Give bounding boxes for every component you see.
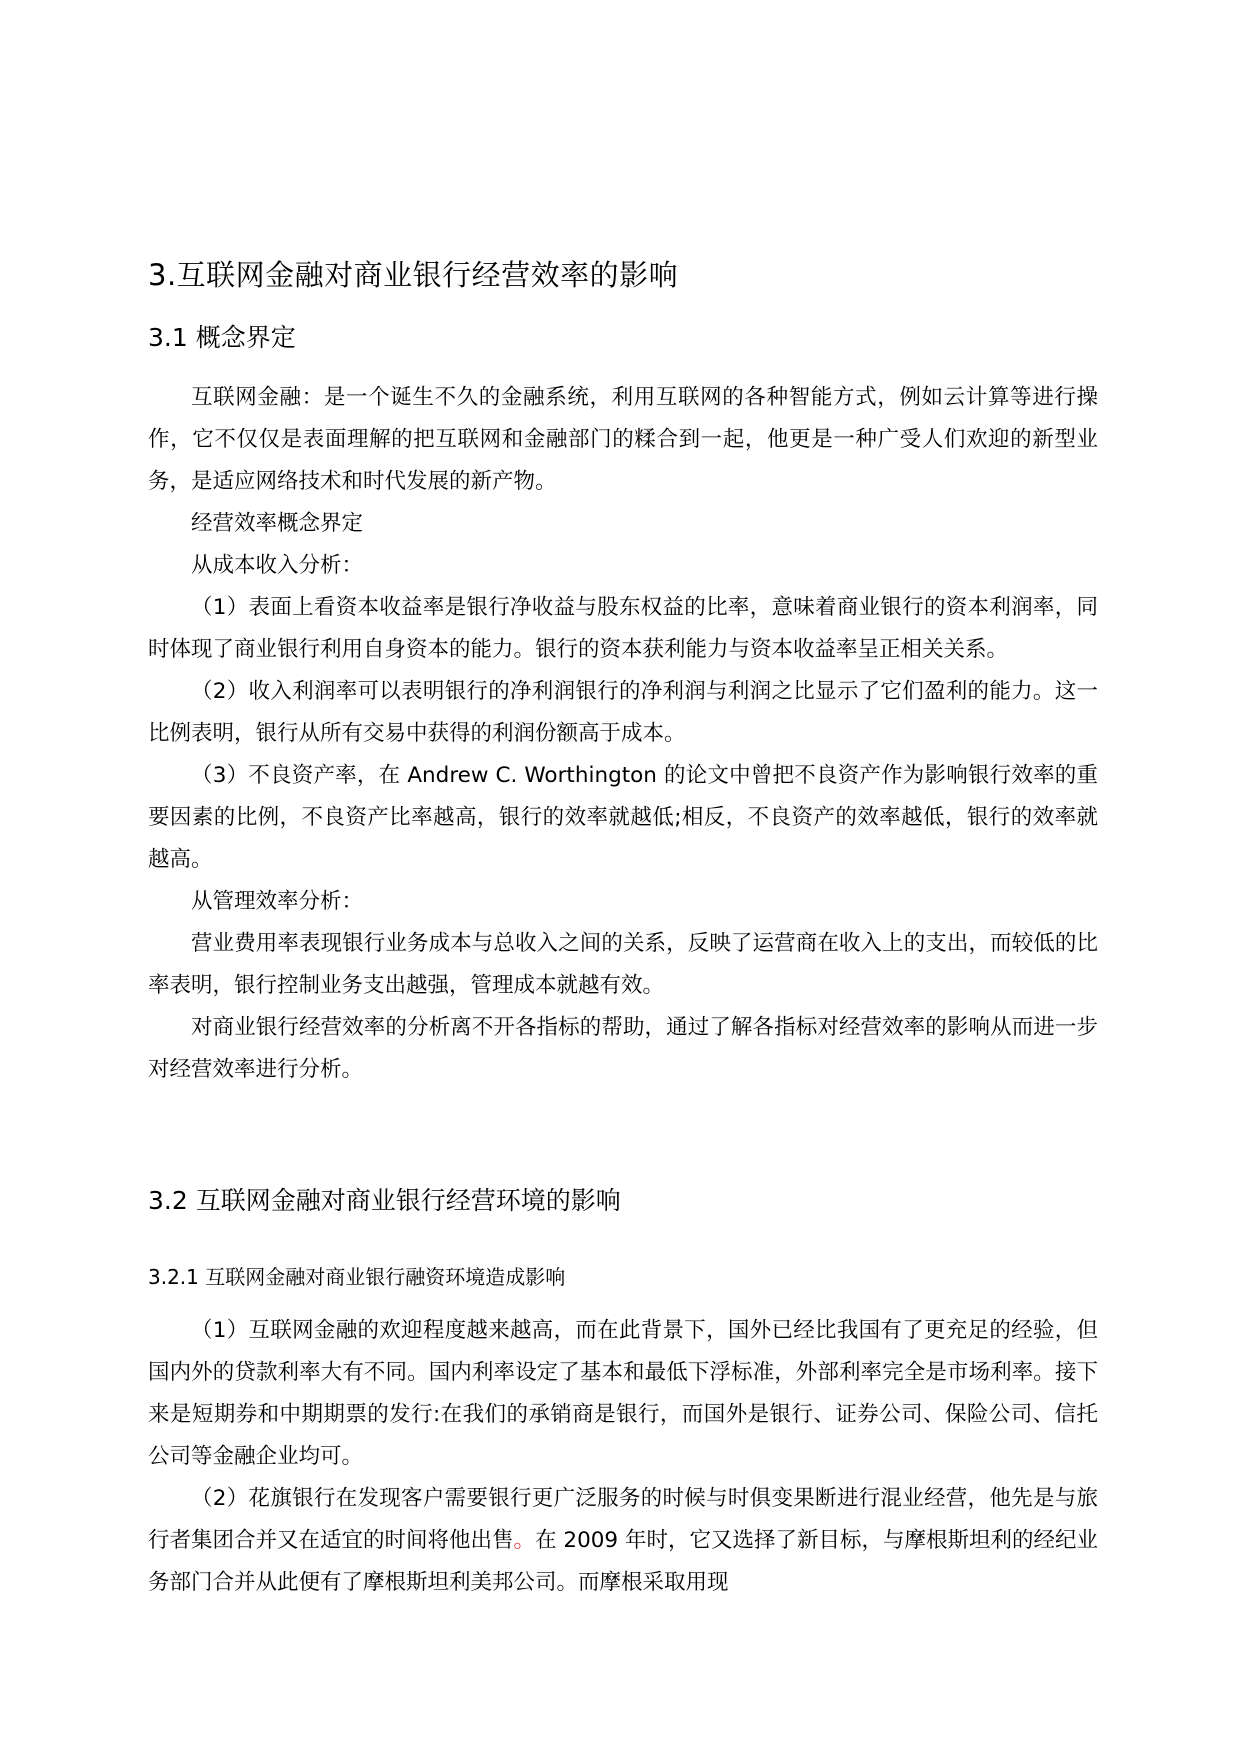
subsection-heading-3-2-1: 3.2.1 互联网金融对商业银行融资环境造成影响	[148, 1265, 566, 1289]
paragraph-financing-item-1: （1）互联网金融的欢迎程度越来越高，而在此背景下，国外已经比我国有了更充足的经验，但国内外的贷款利率大有不同。国内利率设定了基本和最低下浮标准，外部利率完全是市场利率。接下来是短期券和中期期票的发行:在我们的承销商是银行，而国外是银行、证券公司、保险公司、信托公司等金融企业均可。	[148, 1318, 1098, 1469]
section-heading-3-2: 3.2 互联网金融对商业银行经营环境的影响	[148, 1186, 621, 1215]
paragraph-citibank-part-a: （2）花旗银行在发现客户需要银行更广泛服务的时候与时俱变果断进行混业经营，他先是与旅行者集团合并又在适宜的时间将他出售	[148, 1486, 1098, 1553]
red-period-mark: 。	[513, 1528, 536, 1553]
chapter-heading: 3.互联网金融对商业银行经营效率的影响	[148, 258, 679, 292]
paragraph-item-2-profit-margin: （2）收入利润率可以表明银行的净利润银行的净利润与利润之比显示了它们盈利的能力。这一比例表明，银行从所有交易中获得的利润份额高于成本。	[148, 679, 1098, 746]
paragraph-efficiency-definition-label: 经营效率概念界定	[191, 511, 364, 536]
paragraph-item-3-npl-ratio: （3）不良资产率，在 Andrew C. Worthington 的论文中曾把不良资产作为影响银行效率的重要因素的比例，不良资产比率越高，银行的效率就越低;相反，不良资产的效率越低，银行的效率就越高。	[148, 763, 1098, 872]
paragraph-cost-income-label: 从成本收入分析：	[191, 553, 364, 578]
paragraph-citibank-part-b: 在 2009 年时，它又选择了新目标，与摩根斯坦利的经纪业务部门合并从此便有了摩根斯坦利美邦公司。而摩根采取用现	[148, 1528, 1098, 1595]
subsection-3-2-1-body	[148, 1310, 1098, 1604]
section-3-1-body	[148, 377, 1098, 1091]
paragraph-internet-finance-definition: 互联网金融：是一个诞生不久的金融系统，利用互联网的各种智能方式，例如云计算等进行操作，它不仅仅是表面理解的把互联网和金融部门的糅合到一起，他更是一种广受人们欢迎的新型业务，是适应网络技术和时代发展的新产物。	[148, 385, 1098, 494]
paragraph-management-efficiency-label: 从管理效率分析：	[191, 889, 364, 914]
section-heading-3-1: 3.1 概念界定	[148, 323, 296, 352]
paragraph-efficiency-analysis-summary: 对商业银行经营效率的分析离不开各指标的帮助，通过了解各指标对经营效率的影响从而进一步对经营效率进行分析。	[148, 1015, 1098, 1082]
paragraph-item-1-roe: （1）表面上看资本收益率是银行净收益与股东权益的比率，意味着商业银行的资本利润率，同时体现了商业银行利用自身资本的能力。银行的资本获利能力与资本收益率呈正相关关系。	[148, 595, 1098, 662]
paragraph-operating-expense-ratio: 营业费用率表现银行业务成本与总收入之间的关系，反映了运营商在收入上的支出，而较低的比率表明，银行控制业务支出越强，管理成本就越有效。	[148, 931, 1098, 998]
paragraph-financing-item-2	[148, 1478, 1098, 1604]
